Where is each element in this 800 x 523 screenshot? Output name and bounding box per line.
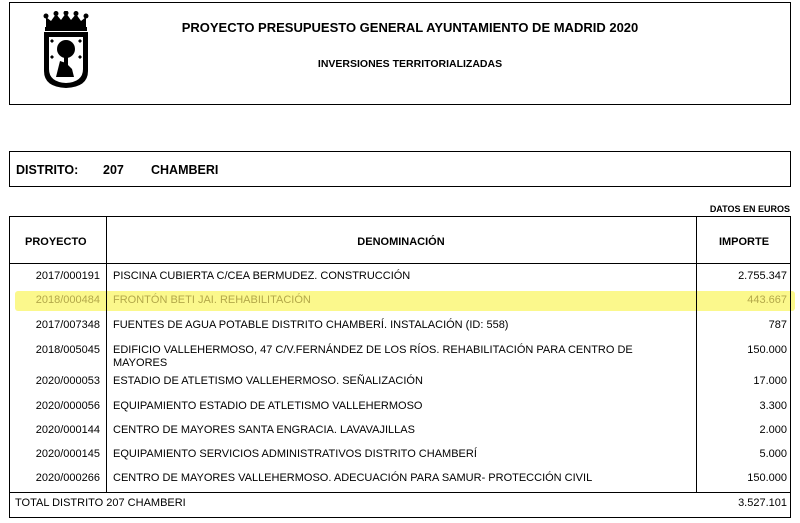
report-header bbox=[9, 2, 791, 105]
column-divider bbox=[106, 217, 107, 493]
row-code: 2017/007348 bbox=[35, 319, 100, 331]
report-title: PROYECTO PRESUPUESTO GENERAL AYUNTAMIENTO DE MADRID 2020 bbox=[181, 20, 639, 35]
row-description: CENTRO DE MAYORES VALLEHERMOSO. ADECUACIÓN PARA SAMUR- PROTECCIÓN CIVIL bbox=[113, 472, 593, 484]
row-amount: 2.755.347 bbox=[738, 270, 787, 282]
row-code: 2020/000053 bbox=[35, 375, 100, 387]
units-note: DATOS EN EUROS bbox=[709, 204, 790, 214]
col-header-importe: IMPORTE bbox=[718, 236, 770, 248]
investments-table bbox=[9, 216, 791, 518]
row-code: 2020/000056 bbox=[35, 400, 100, 412]
row-code: 2018/005045 bbox=[35, 344, 100, 356]
row-description: CENTRO DE MAYORES SANTA ENGRACIA. LAVAVAJILLAS bbox=[113, 424, 415, 436]
row-code: 2017/000191 bbox=[35, 270, 100, 282]
row-code: 2020/000145 bbox=[35, 448, 100, 460]
row-code: 2020/000144 bbox=[35, 424, 100, 436]
row-description: FRONTÓN BETI JAI. REHABILITACIÓN bbox=[113, 294, 311, 306]
report-subtitle: INVERSIONES TERRITORIALIZADAS bbox=[317, 58, 503, 70]
district-label: DISTRITO: bbox=[16, 163, 79, 177]
total-amount: 3.527.101 bbox=[738, 497, 787, 509]
row-amount: 150.000 bbox=[747, 344, 787, 356]
row-description: ESTADIO DE ATLETISMO VALLEHERMOSO. SEÑALIZACIÓN bbox=[113, 375, 423, 387]
column-divider bbox=[696, 217, 697, 493]
row-amount: 443.667 bbox=[747, 294, 787, 306]
header-divider bbox=[10, 263, 790, 264]
row-amount: 17.000 bbox=[753, 375, 787, 387]
row-code: 2018/000484 bbox=[35, 294, 100, 306]
row-amount: 2.000 bbox=[759, 424, 787, 436]
row-amount: 5.000 bbox=[759, 448, 787, 460]
row-description: EDIFICIO VALLEHERMOSO, 47 C/V.FERNÁNDEZ DE LOS RÍOS. REHABILITACIÓN PARA CENTRO DE MAYORES bbox=[113, 344, 633, 369]
row-description: FUENTES DE AGUA POTABLE DISTRITO CHAMBERÍ. INSTALACIÓN (ID: 558) bbox=[113, 319, 509, 331]
row-description: EQUIPAMIENTO SERVICIOS ADMINISTRATIVOS DISTRITO CHAMBERÍ bbox=[113, 448, 477, 460]
row-amount: 150.000 bbox=[747, 472, 787, 484]
total-label: TOTAL DISTRITO 207 CHAMBERI bbox=[15, 497, 186, 509]
row-description: EQUIPAMIENTO ESTADIO DE ATLETISMO VALLEHERMOSO bbox=[113, 400, 423, 412]
row-code: 2020/000266 bbox=[35, 472, 100, 484]
row-amount: 787 bbox=[768, 319, 787, 331]
district-bar bbox=[9, 151, 791, 187]
row-description: PISCINA CUBIERTA C/CEA BERMUDEZ. CONSTRUCCIÓN bbox=[113, 270, 411, 282]
col-header-proyecto: PROYECTO bbox=[25, 236, 87, 248]
row-amount: 3.300 bbox=[759, 400, 787, 412]
total-divider bbox=[10, 492, 790, 493]
col-header-denominacion: DENOMINACIÓN bbox=[357, 236, 445, 248]
district-name: CHAMBERI bbox=[151, 163, 219, 177]
district-code: 207 bbox=[103, 163, 124, 177]
